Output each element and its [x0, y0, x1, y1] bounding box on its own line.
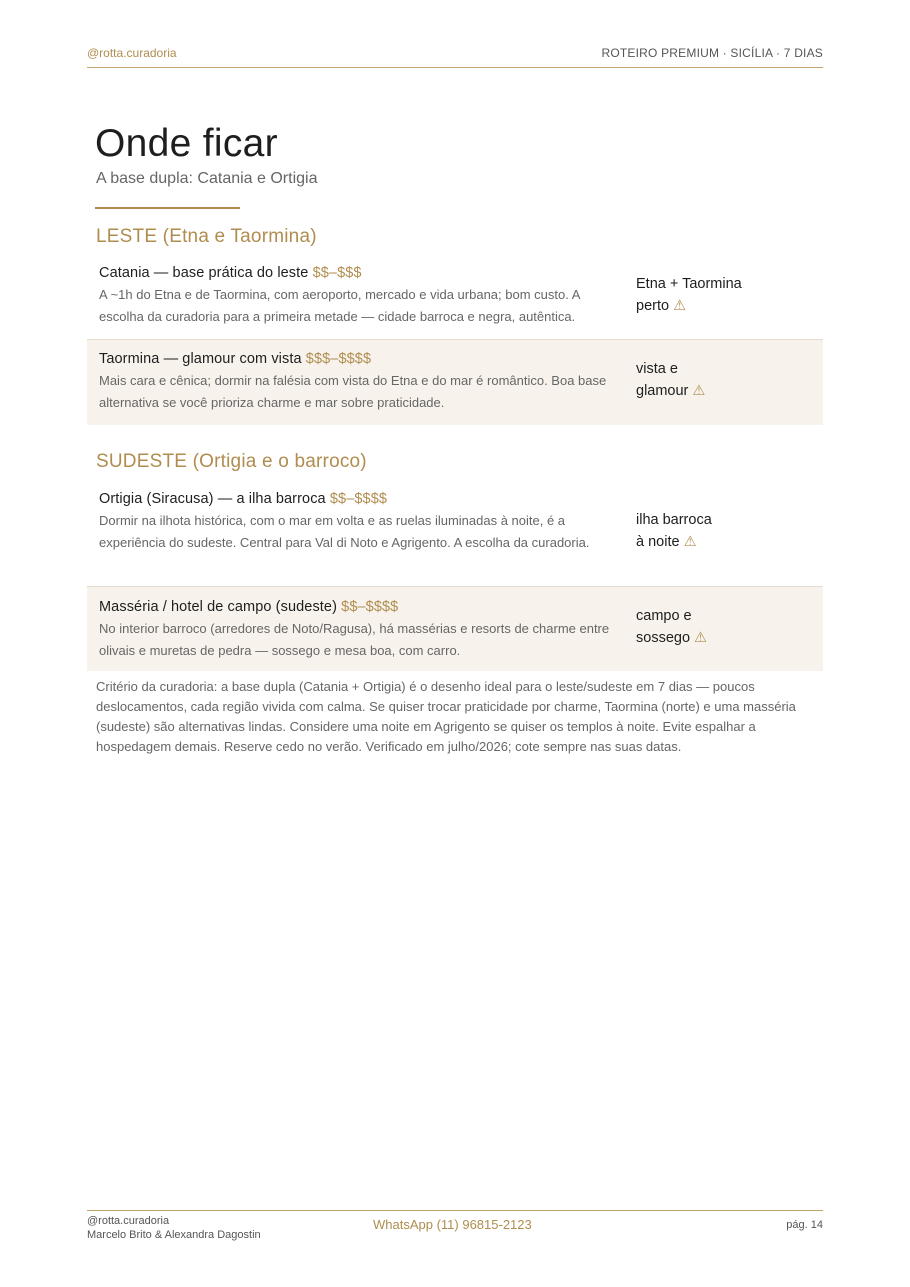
page-subtitle: A base dupla: Catania e Ortigia	[96, 170, 318, 187]
curation-criteria-note: Critério da curadoria: a base dupla (Catania + Ortigia) é o desenho ideal para o leste/sudeste em 7 dias — poucos deslocamentos, cada região vivida com calma. Se quiser trocar praticidade por charme, Taormina (norte) e uma masséria (sudeste) são alternativas lindas. Considere uma noite em Agrigento se quiser os templos à noite. Evite espalhar a hospedagem demais. Reserve cedo no verão. Verificado em julho/2026; cote sempre nas suas datas.	[96, 679, 796, 754]
warning-icon: ⚠	[694, 629, 708, 646]
warning-icon: ⚠	[692, 382, 706, 399]
lodging-highlight: Etna + Taormina perto ⚠	[636, 276, 742, 314]
lodging-highlight: campo e sossego ⚠	[636, 608, 708, 646]
footer-brand: @rotta.curadoria	[87, 1215, 170, 1227]
lodging-row-ortigia	[87, 482, 823, 587]
lodging-name: Ortigia (Siracusa) — a ilha barroca	[99, 491, 326, 507]
section-heading-sudeste: SUDESTE (Ortigia e o barroco)	[96, 451, 367, 472]
lodging-description: A ~1h do Etna e de Taormina, com aeroporto, mercado e vida urbana; bom custo. A escolha da curadoria para a primeira metade — cidade barroca e negra, autêntica.	[99, 287, 580, 324]
section-heading-leste: LESTE (Etna e Taormina)	[96, 226, 317, 247]
lodging-name: Masséria / hotel de campo (sudeste)	[99, 599, 338, 615]
lodging-highlight: ilha barroca à noite ⚠	[636, 512, 712, 550]
lodging-name: Catania — base prática do leste	[99, 265, 309, 281]
footer-whatsapp: WhatsApp (11) 96815-2123	[373, 1217, 532, 1232]
lodging-row-masseria	[87, 587, 823, 671]
price-range: $$$–$$$$	[305, 351, 372, 367]
warning-icon: ⚠	[683, 533, 697, 550]
price-range: $$–$$$	[312, 265, 362, 281]
lodging-name: Taormina — glamour com vista	[99, 351, 302, 367]
header-tag: ROTEIRO PREMIUM · SICÍLIA · 7 DIAS	[601, 46, 823, 60]
warning-icon: ⚠	[673, 297, 687, 314]
page-header	[87, 46, 823, 68]
page-footer	[87, 1210, 823, 1246]
page-title: Onde ficar	[95, 122, 278, 165]
lodging-description: Dormir na ilhota histórica, com o mar em volta e as ruelas iluminadas à noite, é a experiência do sudeste. Central para Val di Noto e Agrigento. A escolha da curadoria.	[99, 513, 590, 550]
page-number: pág. 14	[786, 1219, 823, 1231]
footer-authors: Marcelo Brito & Alexandra Dagostin	[87, 1229, 261, 1241]
lodging-row-catania	[87, 256, 823, 340]
lodging-row-taormina	[87, 340, 823, 425]
header-brand: @rotta.curadoria	[87, 46, 177, 60]
lodging-description: No interior barroco (arredores de Noto/Ragusa), há massérias e resorts de charme entre olivais e muretas de pedra — sossego e mesa boa, com carro.	[99, 621, 610, 658]
price-range: $$–$$$$	[341, 599, 399, 615]
lodging-description: Mais cara e cênica; dormir na falésia com vista do Etna e do mar é romântico. Boa base alternativa se você prioriza charme e mar sobre praticidade.	[99, 373, 607, 410]
price-range: $$–$$$$	[329, 491, 388, 507]
lodging-highlight: vista e glamour ⚠	[636, 361, 706, 399]
title-divider	[95, 207, 240, 209]
